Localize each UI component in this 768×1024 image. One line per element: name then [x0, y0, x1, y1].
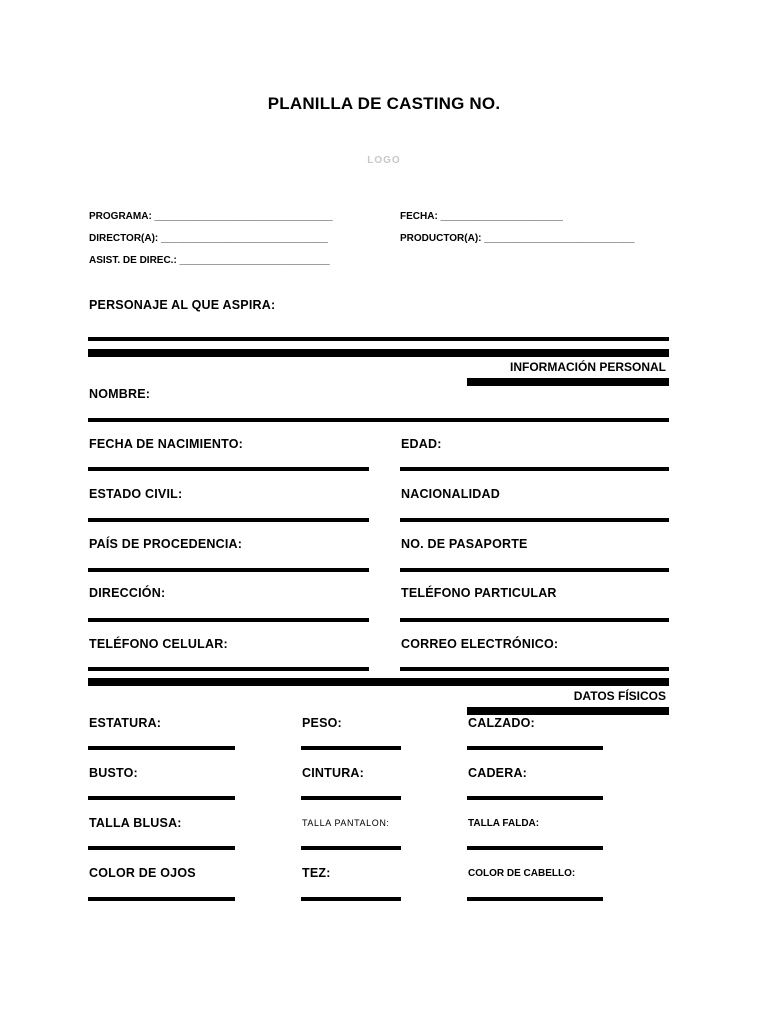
nacionalidad-line[interactable] — [400, 518, 669, 522]
peso-label: PESO: — [302, 716, 342, 730]
personal-section-bar — [88, 349, 669, 357]
talla-blusa-label: TALLA BLUSA: — [89, 816, 182, 830]
color-ojos-label: COLOR DE OJOS — [89, 866, 196, 880]
peso-line[interactable] — [301, 746, 401, 750]
nombre-line[interactable] — [88, 418, 669, 422]
telefono-celular-label: TELÉFONO CELULAR: — [89, 637, 228, 651]
talla-falda-label: TALLA FALDA: — [468, 818, 540, 829]
productor-field[interactable]: PRODUCTOR(A): ___________________________ — [400, 233, 635, 244]
pasaporte-label: NO. DE PASAPORTE — [401, 537, 528, 551]
fecha-nacimiento-line[interactable] — [88, 467, 369, 471]
calzado-label: CALZADO: — [468, 716, 535, 730]
personaje-line[interactable] — [88, 337, 669, 341]
busto-label: BUSTO: — [89, 766, 138, 780]
asistente-field[interactable]: ASIST. DE DIREC.: ___________________________ — [89, 255, 330, 266]
physical-section-heading: DATOS FÍSICOS — [573, 689, 666, 703]
color-cabello-label: COLOR DE CABELLO: — [468, 868, 576, 879]
telefono-particular-line[interactable] — [400, 618, 669, 622]
talla-pantalon-line[interactable] — [301, 846, 401, 850]
fecha-field[interactable]: FECHA: ______________________ — [400, 211, 563, 222]
cadera-line[interactable] — [467, 796, 603, 800]
programa-field[interactable]: PROGRAMA: ________________________________ — [89, 211, 333, 222]
physical-section-bar — [88, 678, 669, 686]
nacionalidad-label: NACIONALIDAD — [401, 487, 500, 501]
pais-label: PAÍS DE PROCEDENCIA: — [89, 537, 243, 551]
page-title: PLANILLA DE CASTING NO. — [267, 94, 501, 113]
direccion-label: DIRECCIÓN: — [89, 586, 166, 600]
calzado-line[interactable] — [467, 746, 603, 750]
estatura-label: ESTATURA: — [89, 716, 162, 730]
telefono-celular-line[interactable] — [88, 667, 369, 671]
direccion-line[interactable] — [88, 618, 369, 622]
talla-falda-line[interactable] — [467, 846, 603, 850]
personaje-label: PERSONAJE AL QUE ASPIRA: — [89, 298, 276, 312]
tez-label: TEZ: — [302, 866, 331, 880]
cintura-line[interactable] — [301, 796, 401, 800]
edad-label: EDAD: — [401, 437, 442, 451]
color-cabello-line[interactable] — [467, 897, 603, 901]
estado-civil-line[interactable] — [88, 518, 369, 522]
nombre-label: NOMBRE: — [89, 387, 151, 401]
personal-heading-underline — [467, 378, 669, 386]
talla-pantalon-label: TALLA PANTALON: — [302, 818, 390, 828]
correo-line[interactable] — [400, 667, 669, 671]
personal-section-heading: INFORMACIÓN PERSONAL — [510, 360, 666, 374]
talla-blusa-line[interactable] — [88, 846, 235, 850]
edad-line[interactable] — [400, 467, 669, 471]
fecha-nacimiento-label: FECHA DE NACIMIENTO: — [89, 437, 243, 451]
director-field[interactable]: DIRECTOR(A): ______________________________ — [89, 233, 328, 244]
logo-placeholder: LOGO — [367, 155, 401, 166]
color-ojos-line[interactable] — [88, 897, 235, 901]
physical-heading-underline — [467, 707, 669, 715]
tez-line[interactable] — [301, 897, 401, 901]
estado-civil-label: ESTADO CIVIL: — [89, 487, 183, 501]
cintura-label: CINTURA: — [302, 766, 365, 780]
pasaporte-line[interactable] — [400, 568, 669, 572]
cadera-label: CADERA: — [468, 766, 528, 780]
estatura-line[interactable] — [88, 746, 235, 750]
telefono-particular-label: TELÉFONO PARTICULAR — [401, 586, 557, 600]
busto-line[interactable] — [88, 796, 235, 800]
pais-line[interactable] — [88, 568, 369, 572]
correo-label: CORREO ELECTRÓNICO: — [401, 637, 559, 651]
